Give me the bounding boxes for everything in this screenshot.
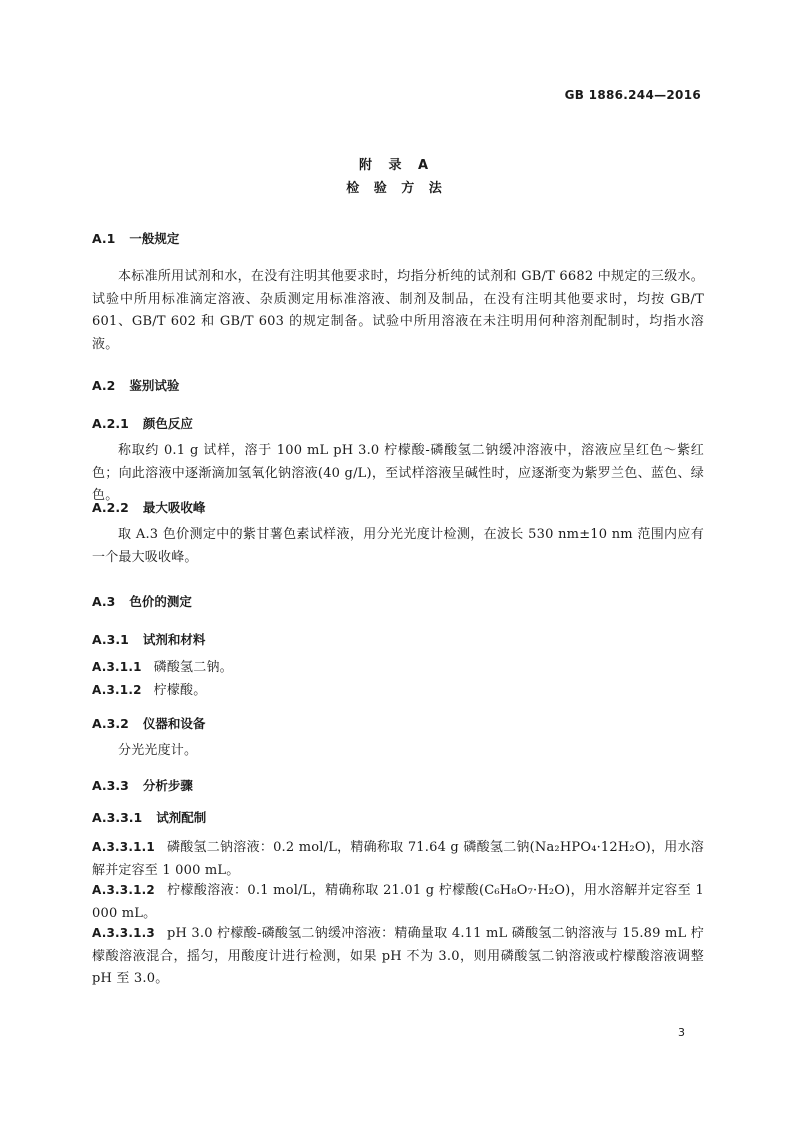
standard-code: GB 1886.244—2016 bbox=[564, 88, 701, 102]
section-heading-a21 bbox=[92, 414, 193, 432]
appendix-title: 附 录 A bbox=[358, 158, 435, 173]
section-title: 鉴别试验 bbox=[129, 378, 180, 393]
item-number: A.3.3.1.3 bbox=[92, 926, 155, 940]
section-title: 试剂和材料 bbox=[142, 632, 206, 647]
section-heading-a33 bbox=[92, 776, 193, 794]
section-title: 分析步骤 bbox=[142, 778, 193, 793]
section-heading-a1 bbox=[92, 229, 179, 247]
item-number: A.3.3.1.2 bbox=[92, 883, 155, 897]
item-text: 柠檬酸溶液：0.1 mol/L，精确称取 21.01 g 柠檬酸(C₆H₈O₇·H₂O)，用水溶解并定容至 1 000 mL。 bbox=[92, 883, 704, 921]
paragraph-a1: 本标准所用试剂和水，在没有注明其他要求时，均指分析纯的试剂和 GB/T 6682 中规定的三级水。试验中所用标准滴定溶液、杂质测定用标准溶液、制剂及制品，在没有注明其他要求时，均按 GB/T 601、GB/T 602 和 GB/T 603 的规定制备。试验中所用溶液在未注明用何种溶剂配制时，均指水溶液。 bbox=[92, 269, 704, 352]
section-heading-a32 bbox=[92, 714, 205, 732]
item-a311 bbox=[92, 656, 704, 680]
item-a3313 bbox=[92, 922, 704, 991]
item-text: 磷酸氢二钠溶液：0.2 mol/L，精确称取 71.64 g 磷酸氢二钠(Na₂HPO₄·12H₂O)，用水溶解并定容至 1 000 mL。 bbox=[92, 840, 704, 878]
item-a312 bbox=[92, 679, 704, 703]
section-number: A.3 bbox=[92, 594, 116, 609]
section-title: 颜色反应 bbox=[142, 416, 193, 431]
section-heading-a2 bbox=[92, 376, 179, 394]
section-title: 一般规定 bbox=[129, 231, 180, 246]
section-number: A.3.3.1 bbox=[92, 810, 143, 825]
section-title: 试剂配制 bbox=[156, 810, 207, 825]
item-a3311 bbox=[92, 836, 704, 882]
item-a3312 bbox=[92, 879, 704, 925]
appendix-subtitle: 检 验 方 法 bbox=[346, 181, 447, 196]
section-title: 仪器和设备 bbox=[142, 716, 206, 731]
item-number: A.3.3.1.1 bbox=[92, 840, 155, 854]
section-number: A.2.2 bbox=[92, 500, 129, 515]
item-number: A.3.1.1 bbox=[92, 660, 142, 674]
section-title: 最大吸收峰 bbox=[142, 500, 206, 515]
paragraph-a22: 取 A.3 色价测定中的紫甘薯色素试样液，用分光光度计检测，在波长 530 nm±10 nm 范围内应有一个最大吸收峰。 bbox=[92, 527, 704, 565]
section-number: A.2.1 bbox=[92, 416, 129, 431]
section-number: A.3.3 bbox=[92, 778, 129, 793]
section-number: A.3.1 bbox=[92, 632, 129, 647]
section-title: 色价的测定 bbox=[129, 594, 192, 609]
page-number: 3 bbox=[678, 1026, 685, 1039]
paragraph-a21: 称取约 0.1 g 试样，溶于 100 mL pH 3.0 柠檬酸-磷酸氢二钠缓冲溶液中，溶液应呈红色～紫红色；向此溶液中逐渐滴加氢氧化钠溶液(40 g/L)，至试样溶液呈碱性时，应逐渐变为紫罗兰色、蓝色、绿色。 bbox=[92, 443, 704, 503]
section-heading-a3 bbox=[92, 592, 192, 610]
section-number: A.3.2 bbox=[92, 716, 129, 731]
item-text: 磷酸氢二钠。 bbox=[153, 660, 233, 675]
item-text: pH 3.0 柠檬酸-磷酸氢二钠缓冲溶液：精确量取 4.11 mL 磷酸氢二钠溶液与 15.89 mL 柠檬酸溶液混合，摇匀，用酸度计进行检测，如果 pH 不为 3.0，则用磷酸氢二钠溶液或柠檬酸溶液调整 pH 至 3.0。 bbox=[92, 926, 704, 986]
section-heading-a22 bbox=[92, 498, 205, 516]
section-number: A.2 bbox=[92, 378, 116, 393]
section-number: A.1 bbox=[92, 231, 116, 246]
item-number: A.3.1.2 bbox=[92, 683, 142, 697]
item-text: 柠檬酸。 bbox=[153, 683, 207, 698]
paragraph-a32: 分光光度计。 bbox=[118, 743, 198, 758]
section-heading-a31 bbox=[92, 630, 205, 648]
section-heading-a331 bbox=[92, 808, 206, 826]
